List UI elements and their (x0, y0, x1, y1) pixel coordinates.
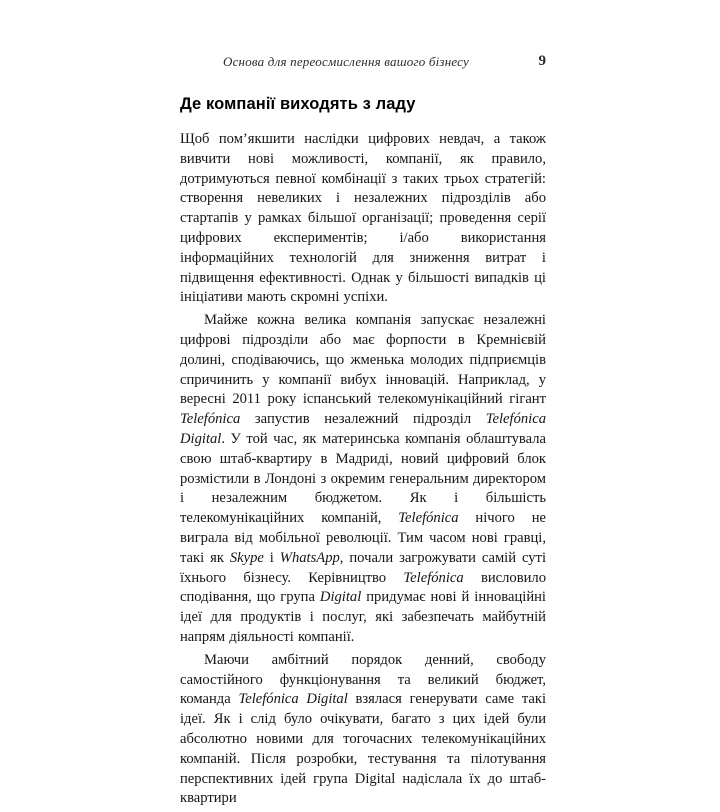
italic-term: Digital (319, 589, 362, 606)
italic-term: Telefónica (398, 510, 459, 527)
paragraph (180, 130, 546, 308)
text-run: , почали загрожувати самій суті їхнього бізнесу. Керівництво (180, 549, 546, 586)
page-number: 9 (538, 53, 546, 69)
italic-term: Telefónica Digital (238, 691, 348, 708)
running-header (180, 54, 546, 74)
running-title: Основа для переосмислення вашого бізнесу (222, 54, 470, 69)
italic-term: Telefónica Digital (180, 411, 546, 447)
text-run: Маючи амбітний порядок денний, свободу самостійного функціонування та великий бюджет, команда (180, 651, 546, 708)
italic-term: Skype (229, 549, 264, 566)
text-run: і (263, 549, 280, 566)
section-heading: Де компанії виходять з ладу (180, 95, 416, 113)
paragraph (180, 311, 546, 648)
text-column (180, 54, 546, 812)
text-run: . У той час, як материнська компанія облаштувала свою штаб-квартиру в Мадриді, новий цифровий блок розмістили в Лондоні з окремим генеральним директором і незалежним бюджетом. Як і більшість телекомунікаційних компаній, (180, 430, 546, 527)
text-run: Майже кожна велика компанія запускає незалежні цифрові підрозділи або має форпости в Кремнієвій долині, сподіваючись, що жменька молодих підприємців спричинить у компанії вибух інновацій. Наприклад, у вересні 2011 року іспанський телекомунікаційний гігант (180, 312, 546, 408)
italic-term: Telefónica (180, 411, 241, 428)
text-run: висловило сподівання, що група (180, 569, 547, 606)
paragraph (180, 651, 546, 809)
text-run: Щоб пом’якшити наслідки цифрових невдач, а також вивчити нові можливості, компанії, як правило, дотримуються певної комбінації з таких трьох стратегій: створення невеликих і незалежних підрозділів або стартапів у рамках більшої організації; проведення серії цифрових експериментів; і/або використання інформаційних технологій для зниження витрат і підвищення ефективності. Однак у більшості випадків ці ініціативи мають скромні успіхи. (180, 131, 546, 306)
italic-term: Telefónica (403, 569, 464, 586)
italic-term: WhatsApp (279, 549, 340, 566)
text-run: нічого не виграла від мобільної революції. Тим часом нові гравці, такі як (180, 510, 546, 566)
text-run: запустив незалежний підрозділ (240, 411, 486, 428)
text-run: взялася генерувати саме такі ідеї. Як і слід було очікувати, багато з цих ідей були абсолютно новими для тогочасних телекомунікаційних компаній. Після розробки, тестування та пілотування перспективних ідей група Digital надіслала їх до штаб-квартири (180, 691, 547, 807)
body-text (180, 130, 546, 809)
text-run: придумає нові й інноваційні ідеї для продуктів і послуг, які забезпечать майбутній напрям діяльності компанії. (180, 589, 546, 645)
